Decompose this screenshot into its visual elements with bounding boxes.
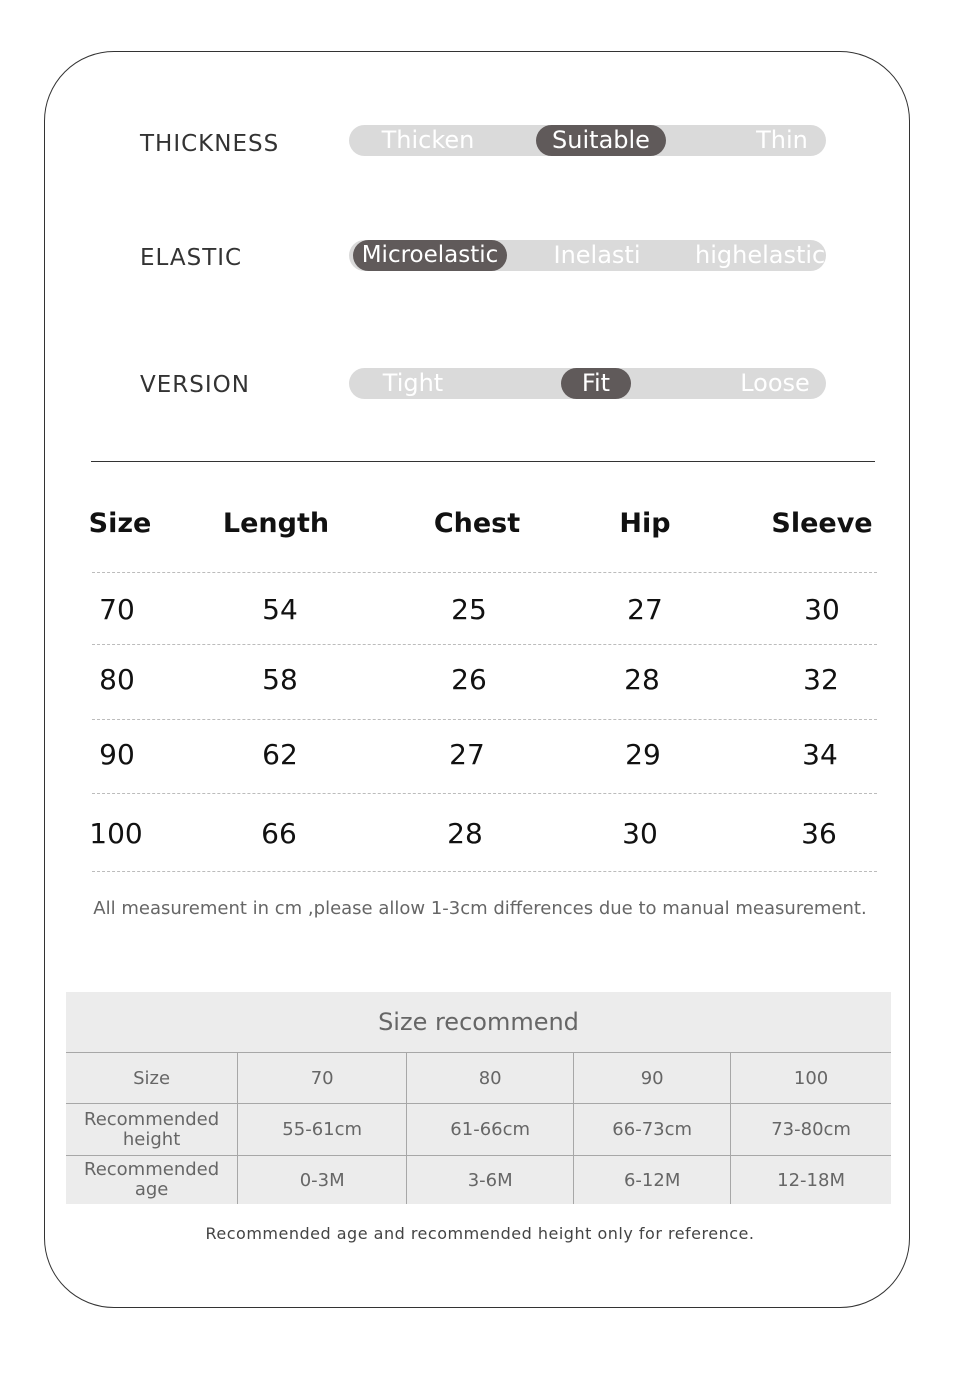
row-divider	[92, 572, 877, 573]
table-cell: 28	[624, 663, 660, 696]
table-cell: 66	[261, 817, 297, 850]
version-option-loose[interactable]: Loose	[740, 369, 810, 397]
table-cell: 0-3M	[238, 1156, 407, 1204]
table-cell: 28	[447, 817, 483, 850]
thickness-option-thicken[interactable]: Thicken	[381, 126, 475, 154]
table-cell: 6-12M	[574, 1156, 731, 1204]
table-cell: 32	[803, 663, 839, 696]
column-header-chest: Chest	[433, 508, 521, 539]
table-cell: 12-18M	[731, 1156, 891, 1204]
version-option-fit[interactable]: Fit	[561, 368, 631, 399]
row-divider	[92, 644, 877, 645]
elastic-option-highelastic[interactable]: highelastic	[695, 241, 826, 269]
table-cell: 29	[625, 738, 661, 771]
column-header-hip: Hip	[619, 508, 671, 539]
row-divider	[92, 793, 877, 794]
table-cell: 25	[451, 593, 487, 626]
table-cell: 61-66cm	[407, 1104, 574, 1156]
table-cell: 73-80cm	[731, 1104, 891, 1156]
version-scale	[349, 368, 826, 399]
table-cell: 26	[451, 663, 487, 696]
elastic-option-inelasti[interactable]: Inelasti	[553, 241, 641, 269]
elastic-scale	[349, 240, 826, 271]
table-cell: 90	[99, 738, 135, 771]
table-cell: 27	[627, 593, 663, 626]
version-option-tight[interactable]: Tight	[382, 369, 444, 397]
table-cell: 54	[262, 593, 298, 626]
column-header-sleeve: Sleeve	[771, 508, 873, 539]
table-cell: 80	[407, 1053, 574, 1104]
size-recommend-title: Size recommend	[66, 992, 891, 1053]
elastic-label: ELASTIC	[140, 245, 243, 271]
table-cell: 80	[99, 663, 135, 696]
table-cell: 30	[804, 593, 840, 626]
column-header-size: Size	[88, 508, 152, 539]
table-cell: 66-73cm	[574, 1104, 731, 1156]
reference-footnote: Recommended age and recommended height only for reference.	[205, 1224, 755, 1243]
table-cell: 100	[731, 1053, 891, 1104]
table-cell: 34	[802, 738, 838, 771]
thickness-option-suitable[interactable]: Suitable	[536, 125, 666, 156]
rec-row-label-height: Recommended height	[66, 1104, 238, 1156]
column-header-length: Length	[222, 508, 330, 539]
table-cell: 100	[89, 817, 143, 850]
row-divider	[92, 871, 877, 872]
size-recommend-table	[66, 992, 891, 1204]
table-cell: 30	[622, 817, 658, 850]
thickness-scale	[349, 125, 826, 156]
section-divider	[91, 461, 875, 462]
measurement-note: All measurement in cm ,please allow 1-3cm differences due to manual measurement.	[93, 898, 867, 919]
rec-row-label-size: Size	[66, 1053, 238, 1104]
table-cell: 3-6M	[407, 1156, 574, 1204]
table-cell: 58	[262, 663, 298, 696]
table-cell: 90	[574, 1053, 731, 1104]
table-cell: 70	[99, 593, 135, 626]
table-cell: 70	[238, 1053, 407, 1104]
rec-row-label-age: Recommended age	[66, 1156, 238, 1204]
table-cell: 62	[262, 738, 298, 771]
table-cell: 36	[801, 817, 837, 850]
version-label: VERSION	[140, 372, 250, 398]
elastic-option-microelastic[interactable]: Microelastic	[353, 240, 507, 271]
table-cell: 55-61cm	[238, 1104, 407, 1156]
thickness-option-thin[interactable]: Thin	[756, 126, 808, 154]
row-divider	[92, 719, 877, 720]
table-cell: 27	[449, 738, 485, 771]
thickness-label: THICKNESS	[140, 131, 280, 157]
